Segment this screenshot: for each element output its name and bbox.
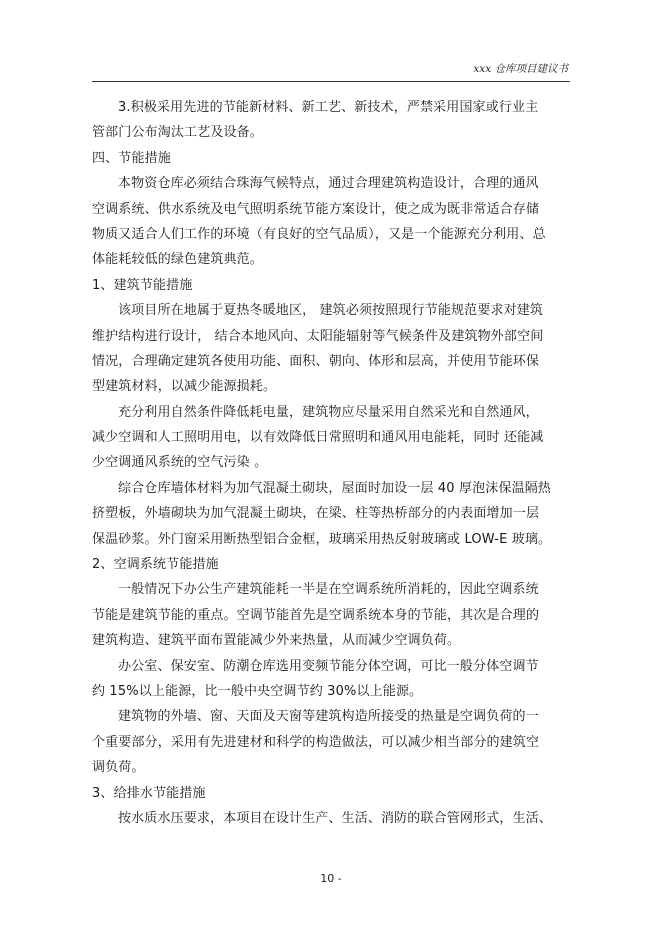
paragraph-line: 型建筑材料，以减少能源损耗。 [92,379,277,395]
paragraph-line: 情况，合理确定建筑各使用功能、面积、朝向、体形和层高，并使用节能环保 [92,353,540,369]
paragraph-line: 约 15%以上能源，比一般中央空调节约 30%以上能源。 [92,683,423,699]
paragraph-line: 综合仓库墙体材料为加气混凝土砌块，屋面时加设一层 40 厚泡沫保温隔热 [118,480,552,496]
subsection-heading: 1、建筑节能措施 [92,277,193,293]
paragraph-line: 保温砂浆。外门窗采用断热型铝合金框，玻璃采用热反射玻璃或 LOW-E 玻璃。 [92,531,552,547]
body-text [92,95,570,831]
paragraph-line: 该项目所在地属于夏热冬暖地区， 建筑必须按照现行节能规范要求对建筑 [118,303,544,319]
page-number: 10 - [320,872,342,885]
subsection-heading: 2、空调系统节能措施 [92,557,219,573]
paragraph-line: 减少空调和人工照明用电，以有效降低日常照明和通风用电能耗，同时 还能减 [92,430,544,446]
paragraph-line: 建筑物的外墙、窗、天面及天窗等建筑构造所接受的热量是空调负荷的一 [118,709,539,725]
paragraph-line: 一般情况下办公生产建筑能耗一半是在空调系统所消耗的，因此空调系统 [118,582,539,598]
paragraph-line: 少空调通风系统的空气污染 。 [92,455,268,471]
paragraph-line: 挤塑板，外墙砌块为加气混凝土砌块，在梁、柱等热桥部分的内表面增加一层 [92,506,540,522]
running-header: xxx 仓库项目建议书 [473,63,568,75]
paragraph-line: 按水质水压要求，本项目在设计生产、生活、消防的联合管网形式，生活、 [118,810,552,826]
section-heading: 四、节能措施 [92,150,171,166]
paragraph-line: 个重要部分，采用有先进建材和科学的构造做法，可以减少相当部分的建筑空 [92,734,540,750]
paragraph-line: 3.积极采用先进的节能新材料、新工艺、新技术，严禁采用国家或行业主 [118,100,539,115]
subsection-heading: 3、给排水节能措施 [92,785,206,801]
paragraph-line: 本物资仓库必须结合珠海气候特点，通过合理建筑构造设计，合理的通风 [118,176,539,192]
paragraph-line: 节能是建筑节能的重点。空调节能首先是空调系统本身的节能，其次是合理的 [92,607,540,623]
paragraph-line: 体能耗较低的绿色建筑典范。 [92,252,263,268]
paragraph-line: 建筑构造、建筑平面布置能减少外来热量，从而减少空调负荷。 [92,633,461,649]
paragraph-line: 物质又适合人们工作的环境（有良好的空气品质），又是一个能源充分利用、总 [92,226,546,242]
paragraph-line: 充分利用自然条件降低耗电量，建筑物应尽量采用自然采光和自然通风， [118,404,539,420]
paragraph-line: 办公室、保安室、防潮仓库选用变频节能分体空调，可比一般分体空调节 [118,658,539,674]
paragraph-line: 调负荷。 [92,760,145,776]
header-rule [92,81,570,82]
paragraph-line: 管部门公布淘汰工艺及设备。 [92,125,263,141]
paragraph-line: 空调系统、供水系统及电气照明系统节能方案设计，使之成为既非常适合存储 [92,201,540,217]
paragraph-line: 维护结构进行设计， 结合本地风向、太阳能辐射等气候条件及建筑物外部空间 [92,328,544,344]
